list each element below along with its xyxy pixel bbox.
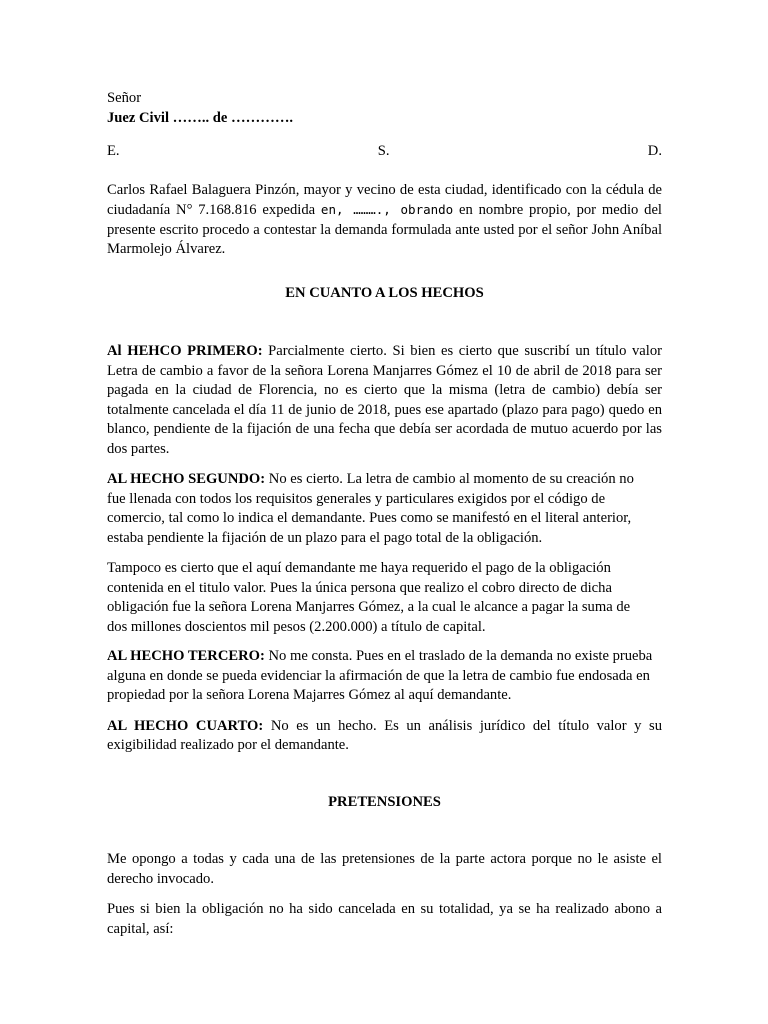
hecho-tercero-paragraph: [107, 647, 662, 706]
paragraph-line: comercio, tal como lo indica el demandante. Pues como se manifestó en el literal anterior,: [107, 510, 632, 526]
addressee: Juez Civil …….. de ………….: [107, 109, 294, 126]
paragraph-line: No me consta. Pues en el traslado de la demanda no existe prueba: [264, 648, 653, 664]
esd-line: [107, 142, 662, 162]
esd-e: E.: [107, 143, 120, 159]
paragraph-text: No es un hecho. Es un análisis jurídico del título valor y su exigibilidad realizado por el demandante.: [107, 717, 662, 753]
intro-mono-text: en, ………., obrando: [320, 202, 454, 217]
paragraph-line: alguna en donde se pueda evidenciar la afirmación de que la letra de cambio fue endosada en: [107, 667, 650, 684]
paragraph-lead: Al HEHCO PRIMERO:: [107, 343, 263, 359]
paragraph-line: dos millones doscientos mil pesos (2.200.000) a título de capital.: [107, 618, 486, 635]
pretensiones-paragraph-2: Pues si bien la obligación no ha sido cancelada en su totalidad, ya se ha realizado abono a capital, así:: [107, 901, 662, 937]
paragraph-line: Tampoco es cierto que el aquí demandante me haya requerido el pago de la obligación: [107, 560, 611, 576]
section-heading-hechos: EN CUANTO A LOS HECHOS: [285, 284, 484, 301]
paragraph-line: obligación fue la señora Lorena Manjarres Gómez, a la cual le alcance a pagar la suma de: [107, 599, 631, 615]
hecho-segundo-paragraph: [107, 470, 662, 548]
section-heading-pretensiones: PRETENSIONES: [328, 793, 441, 810]
paragraph-line: propiedad por la señora Lorena Majarres Gómez al aquí demandante.: [107, 687, 512, 703]
intro-text-1: Carlos Rafael Balaguera Pinzón, mayor y vecino de esta ciudad, identificado con la cédula de ciudadanía N° 7.168.816 expedida: [107, 181, 662, 218]
salutation: Señor: [107, 90, 142, 106]
intro-paragraph: [107, 181, 662, 260]
paragraph-line: No es cierto. La letra de cambio al momento de su creación no: [265, 471, 634, 487]
hecho-cuarto-paragraph: [107, 717, 662, 756]
paragraph-lead: AL HECHO SEGUNDO:: [107, 471, 266, 487]
paragraph-line: estaba pendiente la fijación de un plazo para el pago total de la obligación.: [107, 529, 543, 546]
paragraph-lead: AL HECHO CUARTO:: [107, 717, 264, 734]
esd-d: D.: [647, 143, 662, 159]
document-page: [107, 89, 662, 939]
esd-s: S.: [377, 143, 390, 159]
paragraph-lead: AL HECHO TERCERO:: [107, 648, 265, 664]
paragraph-line: contenida en el titulo valor. Pues la única persona que realizo el cobro directo de dicha: [107, 579, 612, 596]
intro-text-2: en nombre propio, por medio del presente escrito procedo a contestar la demanda formulada ante usted por el señor John Aníbal Marmolejo Álvarez.: [107, 202, 662, 257]
pretensiones-paragraph-1: Me opongo a todas y cada una de las pretensiones de la parte actora porque no le asiste el derecho invocado.: [107, 851, 662, 887]
hecho-primero-paragraph: [107, 342, 662, 459]
paragraph-line: fue llenada con todos los requisitos generales y particulares exigidos por el código de: [107, 490, 606, 507]
paragraph-text: Parcialmente cierto. Si bien es cierto que suscribí un título valor Letra de cambio a favor de la señora Lorena Manjarres Gómez el 10 de abril de 2018 para ser pagada en la ciudad de Florencia, no es cierto que la misma (letra de cambio) debía ser totalmente cancelada el día 11 de junio de 2018, pues ese apartado (plazo para pago) quedo en blanco, pendiente de la fijación de una fecha que debía ser acordada de mutuo acuerdo por las dos partes.: [107, 343, 662, 457]
tampoco-paragraph: [107, 559, 662, 637]
